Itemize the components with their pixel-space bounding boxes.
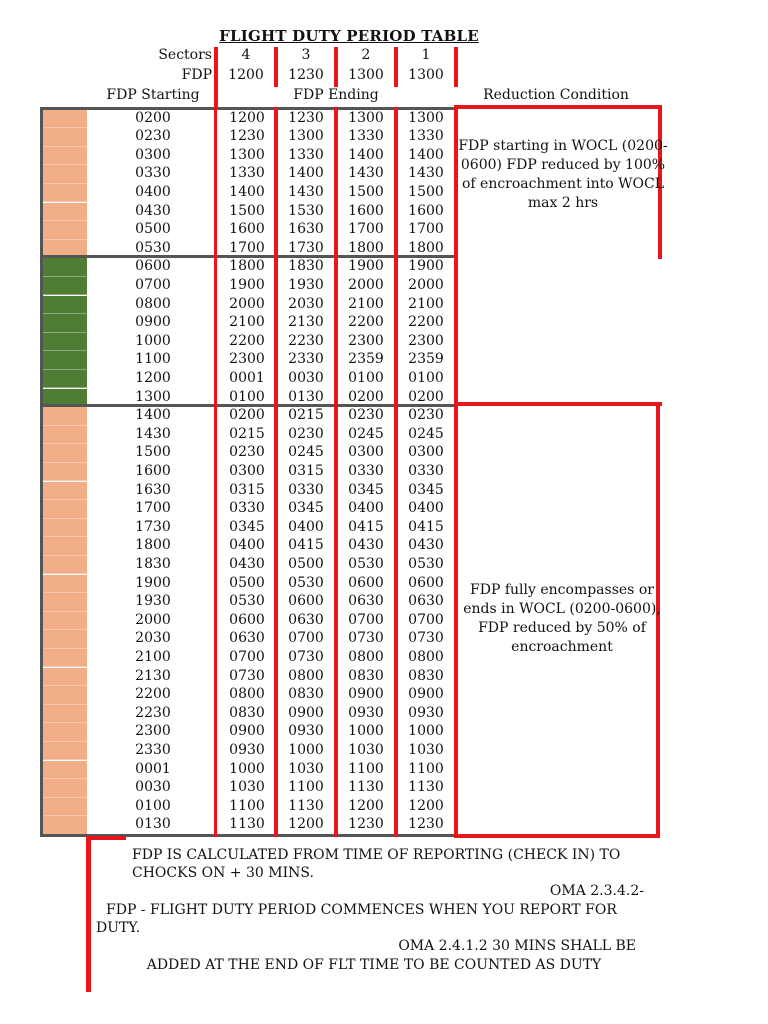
- fdp-start-cell: 0400: [135, 183, 171, 200]
- footer-note-3: ADDED AT THE END OF FLT TIME TO BE COUNTED AS DUTY: [146, 957, 602, 973]
- fdp-end-2-cell: 1100: [348, 760, 384, 777]
- fdp-start-cell: 0200: [135, 109, 171, 126]
- fdp-start-cell: 1830: [135, 555, 171, 572]
- fdp-end-1-cell: 1100: [408, 760, 444, 777]
- fdp-3: 1230: [288, 67, 324, 83]
- fdp-start-cell: 1630: [135, 481, 171, 498]
- fdp-end-1-cell: 2100: [408, 295, 444, 312]
- column-divider: [274, 107, 278, 837]
- sectors-label: Sectors: [158, 47, 212, 63]
- fdp-end-1-cell: 1400: [408, 146, 444, 163]
- fdp-start-cell: 1730: [135, 518, 171, 535]
- fdp-start-cell: 1400: [135, 407, 171, 424]
- fdp-end-2-cell: 0300: [348, 444, 384, 461]
- night-band-cell: [43, 556, 87, 575]
- fdp-end-3-cell: 0600: [288, 593, 324, 610]
- fdp-end-4-cell: 1900: [229, 276, 265, 293]
- fdp-end-1-cell: 1500: [408, 183, 444, 200]
- fdp-end-1-cell: 1000: [408, 723, 444, 740]
- fdp-end-2-cell: 1700: [348, 221, 384, 238]
- fdp-end-4-cell: 0700: [229, 648, 265, 665]
- fdp-end-2-cell: 2100: [348, 295, 384, 312]
- wocl-start-band-cell: [43, 203, 87, 222]
- fdp-end-3-cell: 1930: [288, 276, 324, 293]
- condition-box-bottom: [454, 834, 660, 838]
- fdp-end-2-cell: 2200: [348, 314, 384, 331]
- fdp-end-3-cell: 1100: [288, 779, 324, 796]
- fdp-end-3-cell: 0315: [288, 462, 324, 479]
- fdp-end-4-cell: 0500: [229, 574, 265, 591]
- fdp-end-3-cell: 0215: [288, 407, 324, 424]
- night-band-cell: [43, 612, 87, 631]
- wocl-start-band-cell: [43, 110, 87, 129]
- fdp-end-4-cell: 1700: [229, 239, 265, 256]
- fdp-end-4-cell: 1200: [229, 109, 265, 126]
- block-border-left: [40, 107, 43, 836]
- fdp-end-2-cell: 1200: [348, 797, 384, 814]
- footer-line-1: FDP IS CALCULATED FROM TIME OF REPORTING (CHECK IN) TO CHOCKS ON + 30 MINS.: [132, 847, 621, 881]
- night-band-cell: [43, 519, 87, 538]
- fdp-end-4-cell: 1500: [229, 202, 265, 219]
- fdp-4: 1200: [228, 67, 264, 83]
- fdp-start-cell: 0330: [135, 165, 171, 182]
- header-divider: [334, 47, 338, 87]
- block-divider: [40, 255, 455, 258]
- fdp-end-4-cell: 2000: [229, 295, 265, 312]
- fdp-end-4-cell: 2100: [229, 314, 265, 331]
- fdp-end-2-cell: 0415: [348, 518, 384, 535]
- fdp-end-1-cell: 0900: [408, 686, 444, 703]
- fdp-end-4-cell: 1130: [229, 816, 265, 833]
- fdp-end-3-cell: 0930: [288, 723, 324, 740]
- fdp-end-4-cell: 1100: [229, 797, 265, 814]
- fdp-end-2-cell: 0200: [348, 388, 384, 405]
- fdp-end-4-cell: 1600: [229, 221, 265, 238]
- night-band-cell: [43, 723, 87, 742]
- wocl-start-band-cell: [43, 221, 87, 240]
- night-band-cell: [43, 668, 87, 687]
- night-band-cell: [43, 407, 87, 426]
- footer-note-2: [96, 901, 652, 937]
- fdp-end-1-cell: 1130: [408, 779, 444, 796]
- fdp-start-cell: 0500: [135, 221, 171, 238]
- column-divider: [334, 107, 338, 837]
- night-band-cell: [43, 537, 87, 556]
- fdp-end-3-cell: 0730: [288, 648, 324, 665]
- fdp-end-1-cell: 1300: [408, 109, 444, 126]
- block-divider: [40, 404, 455, 407]
- fdp-end-2-cell: 1600: [348, 202, 384, 219]
- day-band-cell: [43, 351, 87, 370]
- fdp-start-cell: 0001: [135, 760, 171, 777]
- fdp-end-3-cell: 0330: [288, 481, 324, 498]
- footer-ref-1: OMA 2.3.4.2-: [549, 883, 644, 899]
- fdp-end-2-cell: 0800: [348, 648, 384, 665]
- fdp-start-cell: 0100: [135, 797, 171, 814]
- fdp-end-4-cell: 0900: [229, 723, 265, 740]
- night-band-cell: [43, 463, 87, 482]
- fdp-end-4-cell: 0930: [229, 741, 265, 758]
- condition-box-top: [454, 105, 662, 109]
- fdp-start-cell: 2300: [135, 723, 171, 740]
- fdp-start-cell: 0600: [135, 258, 171, 275]
- fdp-start-cell: 0800: [135, 295, 171, 312]
- fdp-end-4-cell: 1000: [229, 760, 265, 777]
- fdp-end-4-cell: 0330: [229, 500, 265, 517]
- fdp-end-3-cell: 1200: [288, 816, 324, 833]
- fdp-end-3-cell: 0800: [288, 667, 324, 684]
- wocl-start-band-cell: [43, 184, 87, 203]
- night-band-cell: [43, 649, 87, 668]
- fdp-start-cell: 1430: [135, 425, 171, 442]
- night-band-cell: [43, 761, 87, 780]
- fdp-end-2-cell: 2300: [348, 332, 384, 349]
- fdp-end-3-cell: 0030: [288, 369, 324, 386]
- fdp-end-1-cell: 2200: [408, 314, 444, 331]
- fdp-end-4-cell: 0430: [229, 555, 265, 572]
- fdp-end-4-cell: 0001: [229, 369, 265, 386]
- fdp-end-4-cell: 0800: [229, 686, 265, 703]
- fdp-end-4-cell: 0100: [229, 388, 265, 405]
- fdp-end-1-cell: 0245: [408, 425, 444, 442]
- footer-border-left: [86, 836, 91, 992]
- fdp-end-4-cell: 0315: [229, 481, 265, 498]
- fdp-end-2-cell: 0730: [348, 630, 384, 647]
- fdp-end-4-cell: 0300: [229, 462, 265, 479]
- fdp-end-4-cell: 1330: [229, 165, 265, 182]
- wocl-start-band-cell: [43, 147, 87, 166]
- fdp-end-2-cell: 0400: [348, 500, 384, 517]
- page-title: FLIGHT DUTY PERIOD TABLE: [219, 27, 479, 45]
- fdp-end-2-cell: 0600: [348, 574, 384, 591]
- fdp-start-cell: 0430: [135, 202, 171, 219]
- fdp-end-3-cell: 1430: [288, 183, 324, 200]
- fdp-end-2-cell: 0230: [348, 407, 384, 424]
- day-band-cell: [43, 296, 87, 315]
- fdp-start-cell: 0030: [135, 779, 171, 796]
- fdp-start-cell: 0230: [135, 128, 171, 145]
- fdp-end-3-cell: 0400: [288, 518, 324, 535]
- fdp-end-2-cell: 0700: [348, 611, 384, 628]
- fdp-end-2-cell: 1800: [348, 239, 384, 256]
- fdp-end-4-cell: 1800: [229, 258, 265, 275]
- fdp-end-1-cell: 0100: [408, 369, 444, 386]
- fdp-end-2-cell: 0430: [348, 537, 384, 554]
- fdp-end-1-cell: 1200: [408, 797, 444, 814]
- fdp-end-4-cell: 0200: [229, 407, 265, 424]
- fdp-end-1-cell: 0200: [408, 388, 444, 405]
- fdp-end-1-cell: 0430: [408, 537, 444, 554]
- condition-wocl-encompass: FDP fully encompasses or ends in WOCL (0200-0600), FDP reduced by 50% of encroachment: [463, 582, 661, 655]
- sectors-2: 2: [361, 47, 371, 63]
- fdp-end-1-cell: 2359: [408, 351, 444, 368]
- fdp-end-3-cell: 2230: [288, 332, 324, 349]
- fdp-end-4-cell: 0600: [229, 611, 265, 628]
- fdp-end-4-cell: 0230: [229, 444, 265, 461]
- night-band-cell: [43, 742, 87, 761]
- fdp-1: 1300: [408, 67, 444, 83]
- fdp-end-4-cell: 2200: [229, 332, 265, 349]
- footer-note-1: [96, 846, 656, 882]
- fdp-end-3-cell: 0130: [288, 388, 324, 405]
- fdp-end-4-cell: 1230: [229, 128, 265, 145]
- night-band-cell: [43, 630, 87, 649]
- fdp-end-3-cell: 0345: [288, 500, 324, 517]
- fdp-end-1-cell: 0730: [408, 630, 444, 647]
- sectors-3: 3: [301, 47, 311, 63]
- night-band-cell: [43, 593, 87, 612]
- night-band-cell: [43, 482, 87, 501]
- fdp-end-2-cell: 0100: [348, 369, 384, 386]
- condition-wocl-start: FDP starting in WOCL (0200-0600) FDP reduced by 100% of encroachment into WOCL max 2 hrs: [458, 138, 668, 211]
- night-band-cell: [43, 500, 87, 519]
- fdp-end-3-cell: 1630: [288, 221, 324, 238]
- fdp-end-4-cell: 0830: [229, 704, 265, 721]
- fdp-end-4-cell: 1400: [229, 183, 265, 200]
- night-band-cell: [43, 816, 87, 835]
- fdp-end-2-cell: 1030: [348, 741, 384, 758]
- night-band-cell: [43, 686, 87, 705]
- fdp-start-cell: 1930: [135, 593, 171, 610]
- fdp-starting-header: FDP Starting: [106, 87, 200, 103]
- day-band-cell: [43, 314, 87, 333]
- fdp-end-2-cell: 0330: [348, 462, 384, 479]
- condition-box-top: [454, 402, 662, 406]
- footer-border-top: [86, 836, 126, 840]
- fdp-end-2-cell: 1500: [348, 183, 384, 200]
- fdp-end-3-cell: 0500: [288, 555, 324, 572]
- fdp-start-cell: 0700: [135, 276, 171, 293]
- night-band-cell: [43, 705, 87, 724]
- fdp-start-cell: 1300: [135, 388, 171, 405]
- fdp-start-cell: 2330: [135, 741, 171, 758]
- fdp-end-2-cell: 1000: [348, 723, 384, 740]
- fdp-end-1-cell: 1330: [408, 128, 444, 145]
- fdp-start-cell: 1900: [135, 574, 171, 591]
- fdp-end-3-cell: 1400: [288, 165, 324, 182]
- fdp-start-cell: 2030: [135, 630, 171, 647]
- fdp-end-1-cell: 0400: [408, 500, 444, 517]
- fdp-end-3-cell: 0700: [288, 630, 324, 647]
- fdp-end-4-cell: 0630: [229, 630, 265, 647]
- fdp-end-2-cell: 0630: [348, 593, 384, 610]
- fdp-end-3-cell: 1030: [288, 760, 324, 777]
- fdp-end-4-cell: 0400: [229, 537, 265, 554]
- fdp-end-3-cell: 2130: [288, 314, 324, 331]
- header-divider: [454, 47, 458, 87]
- fdp-end-2-cell: 1330: [348, 128, 384, 145]
- fdp-end-3-cell: 1730: [288, 239, 324, 256]
- fdp-start-cell: 1200: [135, 369, 171, 386]
- fdp-end-1-cell: 0630: [408, 593, 444, 610]
- column-divider: [394, 107, 398, 837]
- fdp-end-1-cell: 0700: [408, 611, 444, 628]
- header-divider: [394, 47, 398, 87]
- fdp-end-3-cell: 0230: [288, 425, 324, 442]
- fdp-end-4-cell: 0730: [229, 667, 265, 684]
- footer-ref-2: OMA 2.4.1.2 30 MINS SHALL BE: [398, 938, 636, 954]
- wocl-start-band-cell: [43, 165, 87, 184]
- fdp-end-1-cell: 1030: [408, 741, 444, 758]
- fdp-end-2-cell: 1900: [348, 258, 384, 275]
- footer-line-2: FDP - FLIGHT DUTY PERIOD COMMENCES WHEN YOU REPORT FOR DUTY.: [96, 902, 617, 936]
- fdp-start-cell: 0300: [135, 146, 171, 163]
- fdp-end-2-cell: 0345: [348, 481, 384, 498]
- night-band-cell: [43, 444, 87, 463]
- fdp-end-4-cell: 1300: [229, 146, 265, 163]
- day-band-cell: [43, 333, 87, 352]
- fdp-end-1-cell: 0600: [408, 574, 444, 591]
- fdp-end-1-cell: 1900: [408, 258, 444, 275]
- fdp-start-cell: 0530: [135, 239, 171, 256]
- fdp-end-2-cell: 1400: [348, 146, 384, 163]
- fdp-start-cell: 1100: [135, 351, 171, 368]
- fdp-label: FDP: [181, 67, 212, 83]
- fdp-end-2-cell: 0245: [348, 425, 384, 442]
- fdp-end-3-cell: 0245: [288, 444, 324, 461]
- wocl-start-band-cell: [43, 128, 87, 147]
- fdp-end-3-cell: 2330: [288, 351, 324, 368]
- night-band-cell: [43, 798, 87, 817]
- fdp-end-4-cell: 1030: [229, 779, 265, 796]
- day-band-cell: [43, 258, 87, 277]
- fdp-end-4-cell: 2300: [229, 351, 265, 368]
- fdp-start-cell: 2100: [135, 648, 171, 665]
- fdp-end-1-cell: 1430: [408, 165, 444, 182]
- fdp-end-1-cell: 0345: [408, 481, 444, 498]
- fdp-end-1-cell: 2300: [408, 332, 444, 349]
- fdp-end-3-cell: 1530: [288, 202, 324, 219]
- fdp-end-3-cell: 1330: [288, 146, 324, 163]
- fdp-start-cell: 0130: [135, 816, 171, 833]
- fdp-end-4-cell: 0215: [229, 425, 265, 442]
- fdp-start-cell: 0900: [135, 314, 171, 331]
- fdp-end-1-cell: 0800: [408, 648, 444, 665]
- fdp-end-1-cell: 0530: [408, 555, 444, 572]
- fdp-end-2-cell: 0530: [348, 555, 384, 572]
- fdp-end-3-cell: 1230: [288, 109, 324, 126]
- fdp-end-1-cell: 0330: [408, 462, 444, 479]
- fdp-end-1-cell: 1600: [408, 202, 444, 219]
- day-band-cell: [43, 370, 87, 389]
- fdp-2: 1300: [348, 67, 384, 83]
- fdp-end-3-cell: 0630: [288, 611, 324, 628]
- fdp-start-cell: 1500: [135, 444, 171, 461]
- block-border-top: [40, 107, 455, 110]
- fdp-end-2-cell: 2000: [348, 276, 384, 293]
- fdp-end-1-cell: 1230: [408, 816, 444, 833]
- fdp-end-2-cell: 2359: [348, 351, 384, 368]
- fdp-end-1-cell: 0415: [408, 518, 444, 535]
- night-band-cell: [43, 575, 87, 594]
- fdp-start-cell: 2130: [135, 667, 171, 684]
- fdp-end-3-cell: 1000: [288, 741, 324, 758]
- fdp-start-cell: 2000: [135, 611, 171, 628]
- fdp-end-1-cell: 1800: [408, 239, 444, 256]
- fdp-end-2-cell: 1430: [348, 165, 384, 182]
- fdp-start-cell: 1000: [135, 332, 171, 349]
- fdp-start-cell: 1800: [135, 537, 171, 554]
- fdp-end-2-cell: 0900: [348, 686, 384, 703]
- fdp-start-cell: 2200: [135, 686, 171, 703]
- header-divider: [214, 47, 218, 107]
- header-divider: [274, 47, 278, 87]
- fdp-end-3-cell: 0830: [288, 686, 324, 703]
- day-band-cell: [43, 277, 87, 296]
- sectors-4: 4: [241, 47, 251, 63]
- fdp-end-3-cell: 0415: [288, 537, 324, 554]
- night-band-cell: [43, 779, 87, 798]
- night-band-cell: [43, 426, 87, 445]
- column-divider: [214, 107, 217, 837]
- fdp-end-3-cell: 0530: [288, 574, 324, 591]
- fdp-ending-header: FDP Ending: [293, 87, 379, 103]
- fdp-end-2-cell: 1230: [348, 816, 384, 833]
- fdp-start-cell: 1600: [135, 462, 171, 479]
- fdp-end-1-cell: 2000: [408, 276, 444, 293]
- fdp-end-3-cell: 1300: [288, 128, 324, 145]
- fdp-start-cell: 1700: [135, 500, 171, 517]
- reduction-condition-header: Reduction Condition: [483, 87, 629, 103]
- fdp-end-2-cell: 1130: [348, 779, 384, 796]
- fdp-end-2-cell: 0830: [348, 667, 384, 684]
- fdp-start-cell: 2230: [135, 704, 171, 721]
- fdp-end-3-cell: 0900: [288, 704, 324, 721]
- fdp-end-1-cell: 0230: [408, 407, 444, 424]
- fdp-end-1-cell: 1700: [408, 221, 444, 238]
- column-divider: [454, 107, 458, 837]
- fdp-end-1-cell: 0300: [408, 444, 444, 461]
- fdp-end-1-cell: 0930: [408, 704, 444, 721]
- fdp-end-2-cell: 1300: [348, 109, 384, 126]
- fdp-end-3-cell: 1130: [288, 797, 324, 814]
- sectors-1: 1: [421, 47, 431, 63]
- fdp-end-1-cell: 0830: [408, 667, 444, 684]
- fdp-end-4-cell: 0530: [229, 593, 265, 610]
- fdp-end-4-cell: 0345: [229, 518, 265, 535]
- fdp-end-2-cell: 0930: [348, 704, 384, 721]
- fdp-end-3-cell: 1830: [288, 258, 324, 275]
- fdp-end-3-cell: 2030: [288, 295, 324, 312]
